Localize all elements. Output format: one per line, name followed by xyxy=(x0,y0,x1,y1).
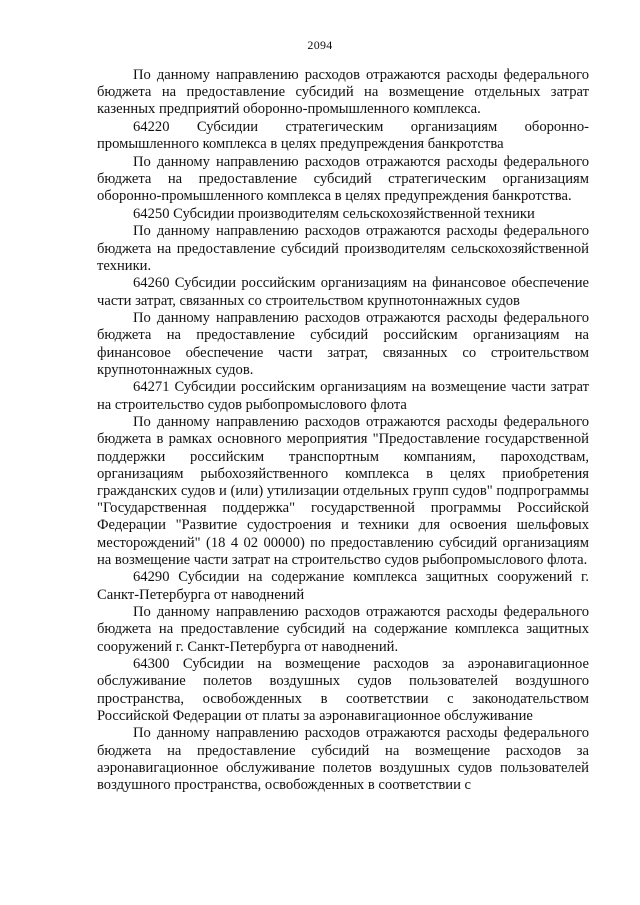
section-heading-64220: 64220 Субсидии стратегическим организациям оборонно-промышленного комплекса в целях предупреждения банкротства xyxy=(97,119,589,153)
paragraph: По данному направлению расходов отражаются расходы федерального бюджета на предоставление субсидий производителям сельскохозяйственной техники. xyxy=(97,223,589,274)
section-heading-64300: 64300 Субсидии на возмещение расходов за аэронавигационное обслуживание полетов воздушных судов пользователей воздушного пространства, освобожденных в соответствии с законодательством Российской Федерации от платы за аэронавигационное обслуживание xyxy=(97,656,589,724)
section-heading-64250: 64250 Субсидии производителям сельскохозяйственной техники xyxy=(133,205,535,222)
section-heading-64260: 64260 Субсидии российским организациям на финансовое обеспечение части затрат, связанных со строительством крупнотоннажных судов xyxy=(97,275,589,309)
paragraph: По данному направлению расходов отражаются расходы федерального бюджета на предоставление субсидий на возмещение расходов за аэронавигационное обслуживание полетов воздушных судов пользователей воздушного пространства, освобожденных в соответствии с xyxy=(97,725,589,794)
paragraph: По данному направлению расходов отражаются расходы федерального бюджета на предоставление субсидий стратегическим организациям оборонно-промышленного комплекса в целях предупреждения банкротства. xyxy=(97,153,589,205)
document-body xyxy=(97,67,589,795)
page-number: 2094 xyxy=(307,38,333,52)
paragraph: По данному направлению расходов отражаются расходы федерального бюджета на предоставление субсидий на содержание комплекса защитных сооружений г. Санкт-Петербурга от наводнений. xyxy=(97,604,589,655)
section-heading-64271: 64271 Субсидии российским организациям на возмещение части затрат на строительство судов рыбопромыслового флота xyxy=(97,379,589,413)
paragraph: По данному направлению расходов отражаются расходы федерального бюджета в рамках основного мероприятия "Предоставление государственной поддержки российским транспортным компаниям, пароходствам, организациям рыбохозяйственного комплекса в целях приобретения гражданских судов и (или) утилизации отдельных групп судов" подпрограммы "Государственная поддержка" государственной программы Российской Федерации "Развитие судостроения и техники для освоения шельфовых месторождений" (18 4 02 00000) по предоставлению субсидий организациям на возмещение части затрат на строительство судов рыбопромыслового флота. xyxy=(97,414,589,568)
section-heading-64290: 64290 Субсидии на содержание комплекса защитных сооружений г. Санкт-Петербурга от наводнений xyxy=(97,569,589,603)
paragraph: По данному направлению расходов отражаются расходы федерального бюджета на предоставление субсидий на возмещение отдельных затрат казенных предприятий оборонно-промышленного комплекса. xyxy=(97,67,589,118)
paragraph: По данному направлению расходов отражаются расходы федерального бюджета на предоставление субсидий российским организациям на финансовое обеспечение части затрат, связанных со строительством крупнотоннажных судов. xyxy=(97,310,589,378)
